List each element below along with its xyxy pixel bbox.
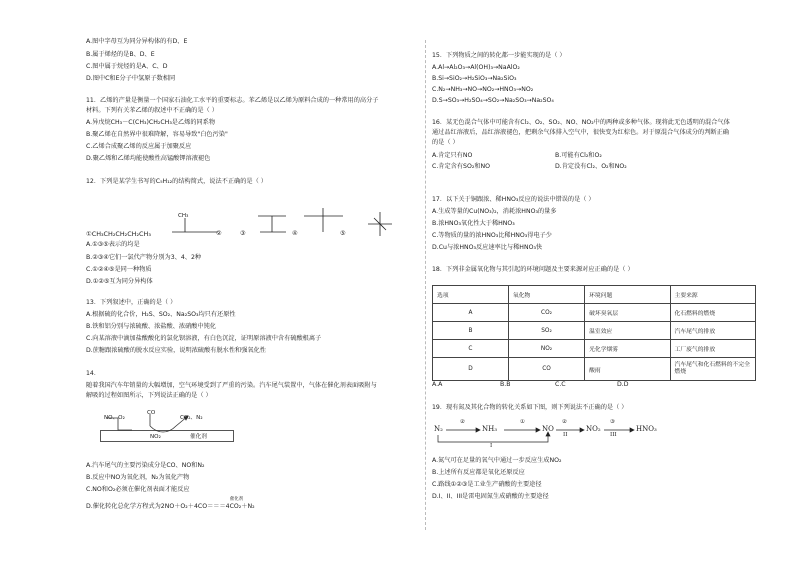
q11-option-c: C.乙烯合成聚乙烯的反应属于加聚反应: [86, 143, 192, 150]
q19-option-b: B.上述所有反应都是氧化还原反应: [432, 469, 525, 476]
q12-num-4: ④: [292, 230, 298, 237]
q17-option-c: C.等物质的量的浓HNO₃比稀HNO₃得电子少: [432, 232, 552, 239]
table-cell: 汽车尾气的排放: [670, 322, 755, 340]
q12-num-2: ②: [216, 230, 222, 237]
table-cell: 温室效应: [585, 322, 670, 340]
q11-option-d: D.聚乙烯和乙烯均能使酸性高锰酸钾溶液褪色: [86, 155, 211, 162]
q19-no: NO: [542, 425, 554, 433]
q10-option-b: B.属于烯烃的是B、D、E: [86, 51, 155, 58]
q19-route-1: I: [490, 443, 493, 449]
q10-option-d: D.图中C和E分子中氢原子数相同: [86, 75, 176, 82]
q17-option-b: B.浓HNO₃氧化性大于稀HNO₃: [432, 220, 515, 227]
table-row: [433, 304, 756, 322]
q14-label-in: NO、O₂: [104, 415, 125, 421]
q19-stem: 19．现有氮及其化合物的转化关系如下图，则下列说法不正确的是（ ）: [432, 404, 628, 411]
q13-option-b: B.铁和铝分别与浓硫酸、浓盐酸、浓硝酸中钝化: [86, 323, 216, 330]
q15-option-b: B.Si→SiO₂→H₂SiO₃→Na₂SiO₃: [432, 75, 517, 82]
table-cell: D: [433, 358, 509, 381]
q12-option-d: D.①②⑤互为同分异构体: [86, 278, 153, 285]
q11-option-a: A.异戊烷CH₃－C(CH₃)CH₂CH₃是乙烯的同系物: [86, 119, 216, 126]
table-cell: B: [433, 322, 509, 340]
q19-n2: N₂: [434, 425, 443, 433]
q13-option-d: D.蔗糖跟浓硫酸的脱水反应实验，说明浓硫酸有脱水性和强氧化性: [86, 347, 266, 354]
q12-num-3: ③: [240, 230, 246, 237]
q14-stem-line2: 解吸的过程如图所示，下列说法正确的是（ ）: [86, 392, 212, 399]
q14-option-a: A.汽车尾气的主要污染成分是CO、NO和N₂: [86, 462, 205, 469]
q19-step-b: ①: [520, 419, 526, 425]
q12-stem: 12．下列是某学生书写的C₅H₁₂的结构简式，说法不正确的是（ ）: [86, 178, 267, 185]
q14-label-co: CO: [147, 410, 156, 416]
table-cell: 酸雨: [585, 358, 670, 381]
q12-option-b: B.②③④它们一氯代产物分别为3、4、2种: [86, 254, 202, 261]
q19-option-c: C.路线①②③是工业生产硝酸的主要途径: [432, 481, 542, 488]
q10-option-a: A.图中字母互为同分异构体的有D、E: [86, 38, 188, 45]
q17-option-d: D.Cu与浓HNO₃反应速率比与稀HNO₃快: [432, 244, 543, 251]
table-cell: CO₂: [508, 304, 584, 322]
q19-step-a: ②: [460, 419, 466, 425]
table-cell: 化石燃料的燃烧: [670, 304, 755, 322]
q11-stem-line1: 11．乙烯的产量是衡量一个国家石油化工水平的重要标志。苯乙烯是以乙烯为原料合成的一种常用的高分子: [86, 97, 379, 104]
q16-option-d: D.肯定没有Cl₂、O₂和NO₂: [555, 163, 627, 170]
q17-option-a: A.生成等量的Cu(NO₃)₂，消耗浓HNO₃的量多: [432, 208, 557, 215]
q16-stem-line2: 通过品红溶液后，品红溶液褪色，把剩余气体排入空气中，很快变为红棕色。对于原混合气体成分的判断正确: [432, 129, 729, 136]
table-cell: 光化学烟雾: [585, 340, 670, 358]
q12-formula-1: ①CH₃CH₂CH₂CH₂CH₃: [86, 230, 151, 238]
q18-answer-b: B.B: [500, 381, 511, 388]
table-cell: A: [433, 304, 509, 322]
q12-skeletal-formulas: [168, 208, 408, 244]
q12-num-5: ⑤: [340, 230, 346, 237]
q13-stem: 13．下列叙述中，正确的是（ ）: [86, 299, 177, 306]
table-cell: NO₂: [508, 340, 584, 358]
q10-option-c: C.图中属于烷烃的是A、C、D: [86, 63, 168, 70]
q14-label-catalyst: 催化剂: [190, 434, 207, 440]
q19-no2: NO₂: [586, 425, 601, 433]
q15-stem: 15．下列物质之间的转化都一步能实现的是（ ）: [432, 52, 566, 59]
q19-chain-arrows: [432, 418, 672, 452]
q12-option-a: A.①③⑤表示的均是: [86, 241, 140, 248]
q19-route-3: III: [610, 432, 617, 438]
q18-header-source: 主要来源: [670, 286, 755, 304]
q18-answer-d: D.D: [617, 381, 629, 388]
q14-reaction-diagram: [98, 408, 238, 440]
q11-option-b: B.聚乙烯在自然界中很难降解，容易导致"白色污染": [86, 131, 228, 138]
q18-answer-a: A.A: [432, 381, 443, 388]
q19-option-a: A.氮气可在足量的氧气中通过一步反应生成NO₂: [432, 457, 562, 464]
q14-stem-line1: 随着我国汽车年销量的大幅增加，空气环境受到了严重的污染。汽车尾气装置中，气体在催化剂表面吸附与: [86, 382, 377, 389]
q11-stem-line2: 材料。下列有关苯乙烯的叙述中不正确的是（ ）: [86, 107, 218, 114]
table-row: [433, 340, 756, 358]
q15-option-d: D.S→SO₃→H₂SO₄→SO₂→Na₂SO₃→Na₂SO₄: [432, 97, 554, 104]
q12-ch3-label: CH₃: [178, 213, 189, 219]
column-divider: [425, 40, 426, 530]
q16-option-a: A.肯定只有NO: [432, 152, 473, 159]
table-row: [433, 286, 756, 304]
table-cell: C: [433, 340, 509, 358]
q19-step-c: ②: [562, 419, 568, 425]
q13-option-c: C.向某溶液中滴加盐酸酸化的氯化钡溶液，有白色沉淀，证明原溶液中含有硫酸根离子: [86, 335, 322, 342]
q14-option-c: C.NO和O₂必须在催化剂表面才能反应: [86, 486, 190, 493]
q14-condition-label: 催化剂: [230, 497, 244, 502]
q16-stem-line3: 的是（ ）: [432, 139, 459, 146]
q14-option-d: D.催化转化总化学方程式为2NO＋O₂＋4CO＝＝＝4CO₂＋N₂: [86, 503, 255, 510]
table-cell: 工厂废气的排放: [670, 340, 755, 358]
q17-stem: 17．以下关于铜跟浓、稀HNO₃反应的说法中错误的是（ ）: [432, 196, 595, 203]
q16-option-c: C.肯定含有SO₂和NO: [432, 163, 491, 170]
q18-stem: 18．下列非金属氧化物与其引起的环境问题及主要来源对应正确的是（ ）: [432, 266, 634, 273]
q18-table: [432, 285, 756, 381]
table-row: [433, 358, 756, 381]
q14-option-b: B.反应中NO为氧化剂，N₂为氧化产物: [86, 474, 190, 481]
table-cell: 汽车尾气和化石燃料的不完全燃烧: [670, 358, 755, 381]
q18-header-oxide: 氧化物: [508, 286, 584, 304]
table-cell: SO₂: [508, 322, 584, 340]
q16-option-b: B.可能有Cl₂和O₂: [555, 152, 602, 159]
q19-option-d: D.I、II、III是雷电固氮生成硝酸的主要途径: [432, 493, 549, 500]
q12-option-c: C.①②④⑤是同一种物质: [86, 266, 152, 273]
q15-option-c: C.N₂→NH₃→NO→NO₂→HNO₃→NO₂: [432, 86, 534, 93]
table-cell: 破坏臭氧层: [585, 304, 670, 322]
q18-answer-c: C.C: [555, 381, 566, 388]
table-row: [433, 322, 756, 340]
q18-header-option: 选项: [433, 286, 509, 304]
q15-option-a: A.Al→Al₂O₃→Al(OH)₃→NaAlO₂: [432, 64, 520, 71]
q19-nh3: NH₃: [482, 425, 498, 433]
q19-step-d: ③: [610, 419, 616, 425]
q14-label-no2: NO₂: [150, 434, 161, 440]
q19-route-2: II: [563, 432, 568, 438]
q18-header-problem: 环境问题: [585, 286, 670, 304]
q16-stem-line1: 16．某无色混合气体中可能含有Cl₂、O₂、SO₂、NO、NO₂中的两种或多种气体。现将此无色透明的混合气体: [432, 119, 730, 126]
q14-label-out: CO₂、N₂: [180, 415, 203, 421]
q14-number: 14．: [86, 370, 101, 377]
q13-option-a: A.根据硫的化合价，H₂S、SO₂、Na₂SO₃均只有还原性: [86, 311, 236, 318]
table-cell: CO: [508, 358, 584, 381]
q19-hno3: HNO₃: [636, 425, 657, 433]
